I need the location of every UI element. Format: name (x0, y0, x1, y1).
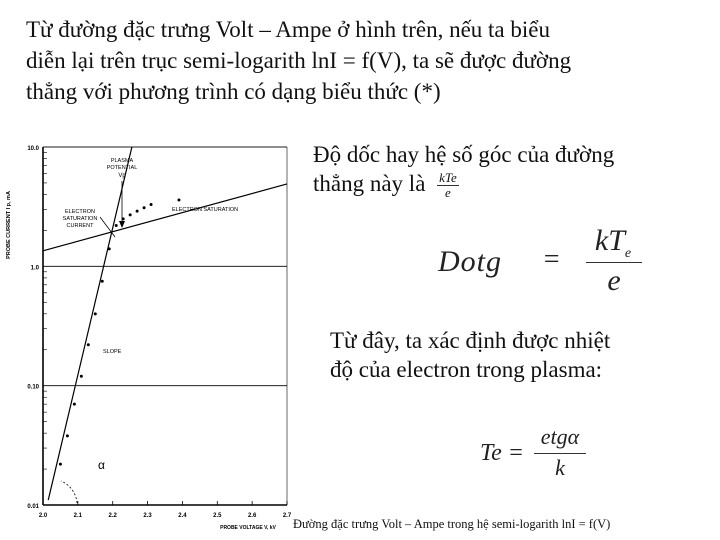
data-point (115, 224, 118, 227)
slope-formula-num-sub: e (624, 246, 632, 261)
plasma-potential-label: PLASMA (110, 158, 134, 164)
intro-line-3: thẳng với phương trình có dạng biểu thức (*) (26, 79, 441, 104)
slope-label: SLOPE (103, 349, 122, 355)
slope-paragraph (313, 140, 713, 200)
x-axis-label: PROBE VOLTAGE V, kV (220, 525, 276, 531)
temperature-formula (480, 424, 630, 484)
temperature-paragraph (330, 326, 710, 384)
data-point (150, 203, 153, 206)
angle-arc (61, 481, 77, 503)
saturation-current-label-1: ELECTRON (65, 209, 95, 215)
y-tick-label: 1.0 (30, 265, 39, 272)
te-formula-lhs: Te = (480, 440, 524, 466)
intro-line-2: diễn lại trên trục semi-logarith lnI = f(V), ta sẽ được đường (26, 48, 572, 73)
volt-ampere-chart (0, 125, 300, 540)
data-point (101, 280, 104, 283)
slope-formula-numerator (583, 224, 643, 262)
x-tick-label: 2.5 (213, 513, 222, 519)
intro-line-1: Từ đường đặc trưng Volt – Ampe ở hình trên, nếu ta biểu (26, 17, 550, 42)
data-point (143, 206, 146, 209)
saturation-current-label-2: SATURATION (62, 216, 98, 222)
y-tick-label: 10.0 (27, 146, 39, 152)
intro-paragraph (26, 14, 716, 107)
plasma-potential-symbol: Vp (118, 173, 126, 179)
data-point (66, 434, 69, 437)
data-point (59, 463, 62, 466)
data-point (136, 210, 139, 213)
electron-saturation-label: ELECTRON SATURATION (172, 207, 239, 213)
saturation-current-label-3: CURRENT (66, 223, 94, 229)
x-tick-label: 2.6 (247, 513, 257, 519)
x-tick-label: 2.4 (178, 513, 187, 519)
small-formula-numerator: kTe (439, 170, 457, 186)
y-tick-label: 0.01 (27, 504, 39, 510)
temperature-line-2: độ của electron trong plasma: (330, 357, 603, 382)
small-formula-denominator: e (445, 185, 451, 201)
slope-formula (438, 224, 638, 298)
temperature-line-1: Từ đây, ta xác định được nhiệt (330, 328, 611, 353)
slope-formula-denominator: e (607, 264, 621, 297)
y-tick-label: 0.10 (27, 384, 39, 391)
x-tick-label: 2.0 (38, 513, 48, 519)
data-point (87, 343, 90, 346)
te-fraction-bar (534, 453, 586, 454)
slope-line (48, 147, 132, 500)
x-tick-label: 2.1 (73, 513, 83, 519)
figure-caption: Đường đặc trưng Volt – Ampe trong hệ semi-logarith lnI = f(V) (293, 517, 611, 531)
fraction-bar (586, 262, 642, 263)
x-tick-label: 2.7 (282, 513, 292, 519)
te-formula-numerator: etgα (540, 424, 580, 449)
small-formula (437, 171, 459, 200)
slope-formula-num-text: kT (594, 224, 625, 257)
plasma-arrowhead (119, 221, 125, 228)
slope-formula-equals: = (542, 244, 561, 275)
data-point (129, 213, 132, 216)
plasma-potential-label-2: POTENTIAL (106, 165, 138, 171)
y-axis-label: PROBE CURRENT I p, mA (6, 191, 12, 259)
slope-line-1: Độ dốc hay hệ số góc của đường (313, 142, 615, 167)
data-point (80, 375, 83, 378)
data-point (73, 403, 76, 406)
slope-formula-lhs: Dotg (438, 245, 502, 278)
data-point (177, 198, 180, 201)
slope-line-2-text: thẳng này là (313, 171, 426, 196)
te-formula-denominator: k (555, 455, 565, 480)
data-point (94, 312, 97, 315)
data-point (108, 247, 111, 250)
angle-label: α (98, 458, 105, 472)
slope-line-2 (313, 169, 713, 200)
x-tick-label: 2.3 (143, 513, 152, 519)
x-tick-label: 2.2 (108, 513, 117, 519)
